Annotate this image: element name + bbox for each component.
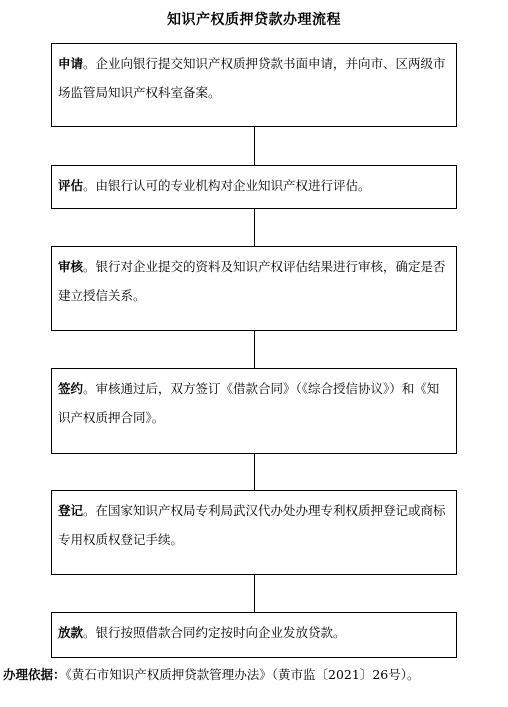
step-box-register: 登记。在国家知识产权局专利局武汉代办处办理专利权质押登记或商标专用权质权登记手续。	[51, 490, 457, 575]
connector-line	[254, 127, 255, 165]
step-text: 由银行认可的专业机构对企业知识产权进行评估。	[95, 178, 371, 193]
connector-line	[254, 575, 255, 612]
step-text: 在国家知识产权局专利局武汉代办处办理专利权质押登记或商标专用权质权登记手续。	[58, 503, 446, 547]
step-text: 企业向银行提交知识产权质押贷款书面申请，并向市、区两级市场监管局知识产权科室备案。	[58, 56, 446, 100]
step-label: 登记	[58, 503, 84, 518]
legal-basis-text: 《黄石市知识产权质押贷款管理办法》（黄市监〔2021〕26号）。	[65, 667, 420, 682]
step-text: 审核通过后，双方签订《借款合同》（《综合授信协议》）和《知识产权质押合同》。	[58, 381, 440, 425]
legal-basis-label: 办理依据：	[3, 667, 66, 682]
step-box-disburse: 放款。银行按照借款合同约定按时向企业发放贷款。	[51, 612, 457, 658]
step-box-evaluate: 评估。由银行认可的专业机构对企业知识产权进行评估。	[51, 165, 457, 209]
connector-line	[254, 454, 255, 490]
step-label: 放款	[58, 625, 84, 640]
flowchart-title: 知识产权质押贷款办理流程	[167, 12, 341, 28]
legal-basis	[3, 665, 508, 685]
step-box-review: 审核。银行对企业提交的资料及知识产权评估结果进行审核，确定是否建立授信关系。	[51, 246, 457, 331]
step-text: 银行对企业提交的资料及知识产权评估结果进行审核，确定是否建立授信关系。	[58, 259, 446, 303]
step-label: 评估	[58, 178, 84, 193]
connector-line	[254, 209, 255, 246]
step-text: 银行按照借款合同约定按时向企业发放贷款。	[95, 625, 346, 640]
step-label: 申请	[58, 56, 84, 71]
step-label: 审核	[58, 259, 84, 274]
step-label: 签约	[58, 381, 84, 396]
step-box-sign: 签约。审核通过后，双方签订《借款合同》（《综合授信协议》）和《知识产权质押合同》。	[51, 368, 457, 454]
connector-line	[254, 331, 255, 368]
step-box-apply: 申请。企业向银行提交知识产权质押贷款书面申请，并向市、区两级市场监管局知识产权科室备案。	[51, 43, 457, 127]
